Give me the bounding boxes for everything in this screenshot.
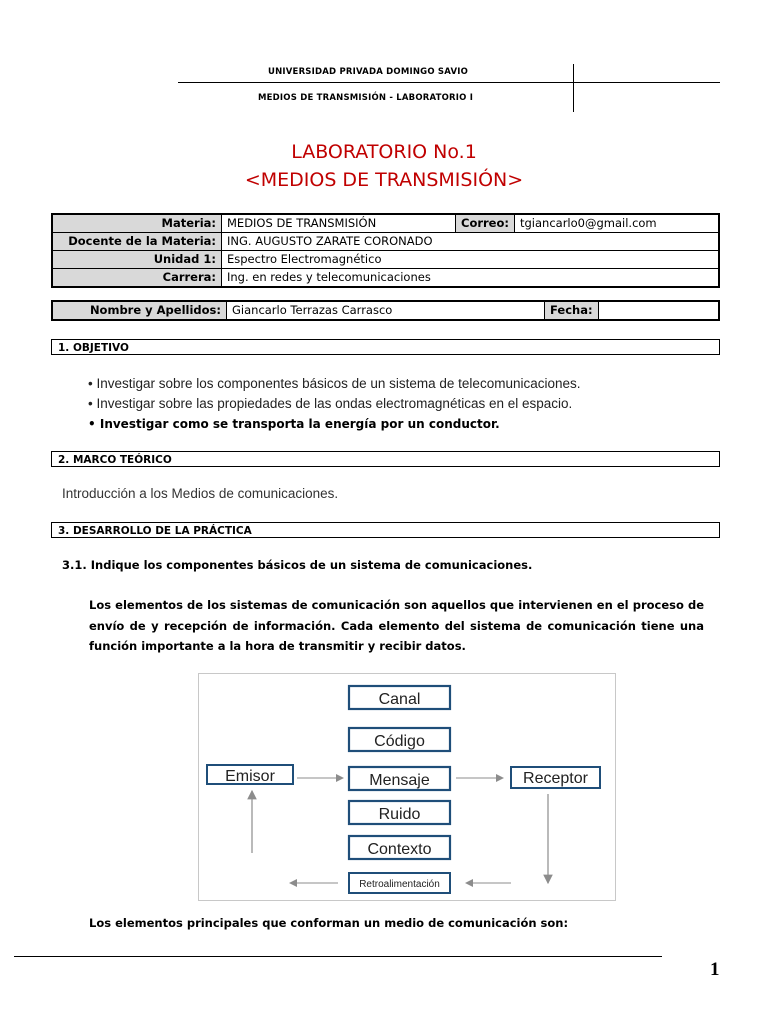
question-heading: 3.1. Indique los componentes básicos de un sistema de comunicaciones. (62, 558, 533, 572)
carrera-label: Carrera: (52, 269, 222, 288)
intro-text: Introducción a los Medios de comunicaciones. (62, 486, 339, 501)
correo-value: tgiancarlo0@gmail.com (514, 214, 719, 233)
table-row (52, 214, 719, 233)
document-subtitle: <MEDIOS DE TRANSMISIÓN> (244, 169, 524, 191)
table-row (52, 233, 719, 251)
section-heading-objetivo: 1. OBJETIVO (51, 339, 720, 355)
box-retroalimentacion (349, 873, 450, 893)
correo-label: Correo: (456, 214, 515, 233)
box-codigo (349, 728, 450, 751)
closing-text: Los elementos principales que conforman un medio de comunicación son: (89, 916, 569, 930)
box-canal (349, 686, 450, 709)
unidad-value: Espectro Electromagnético (222, 251, 720, 269)
label-contexto: Contexto (367, 841, 432, 858)
label-mensaje: Mensaje (369, 772, 430, 789)
carrera-value: Ing. en redes y telecomunicaciones (222, 269, 720, 288)
label-emisor: Emisor (225, 768, 275, 785)
list-item: • Investigar sobre las propiedades de las ondas electromagnéticas en el espacio. (88, 396, 573, 411)
header-vertical-divider (573, 64, 574, 112)
box-receptor (511, 767, 600, 788)
box-mensaje (349, 767, 450, 790)
list-item: • Investigar como se transporta la energía por un conductor. (88, 417, 500, 431)
fecha-value (598, 301, 719, 320)
header-course: MEDIOS DE TRANSMISIÓN - LABORATORIO I (258, 93, 474, 103)
fecha-label: Fecha: (545, 301, 599, 320)
footer-divider (14, 956, 662, 957)
materia-value: MEDIOS DE TRANSMISIÓN (222, 214, 456, 233)
label-canal: Canal (378, 691, 421, 708)
box-emisor (207, 765, 293, 785)
docente-value: ING. AUGUSTO ZARATE CORONADO (222, 233, 720, 251)
header-university: UNIVERSIDAD PRIVADA DOMINGO SAVIO (268, 67, 469, 77)
body-paragraph: Los elementos de los sistemas de comunicación son aquellos que intervienen en el proceso de envío de y recepción de información. Cada elemento del sistema de comunicación tiene una función importante a la hora de transmitir y recibir datos. (89, 598, 704, 653)
table-row (52, 269, 719, 288)
document-title: LABORATORIO No.1 (291, 141, 477, 163)
label-retroalimentacion: Retroalimentación (359, 879, 440, 890)
docente-label: Docente de la Materia: (52, 233, 222, 251)
section-heading-desarrollo: 3. DESARROLLO DE LA PRÁCTICA (51, 522, 720, 538)
communication-diagram (198, 673, 616, 901)
student-info-table (51, 300, 720, 321)
page-number: 1 (710, 959, 720, 980)
table-row (52, 301, 719, 320)
box-ruido (349, 801, 450, 824)
objectives-list (88, 374, 581, 434)
name-value: Giancarlo Terrazas Carrasco (227, 301, 545, 320)
section-heading-marco-teorico: 2. MARCO TEÓRICO (51, 451, 720, 467)
table-row (52, 251, 719, 269)
header-divider (178, 82, 720, 83)
label-receptor: Receptor (523, 770, 588, 787)
label-ruido: Ruido (378, 806, 421, 823)
course-info-table (51, 213, 720, 288)
name-label: Nombre y Apellidos: (52, 301, 227, 320)
box-contexto (349, 836, 450, 859)
label-codigo: Código (374, 733, 425, 750)
list-item: • Investigar sobre los componentes básicos de un sistema de telecomunicaciones. (88, 376, 581, 391)
unidad-label: Unidad 1: (52, 251, 222, 269)
materia-label: Materia: (52, 214, 222, 233)
